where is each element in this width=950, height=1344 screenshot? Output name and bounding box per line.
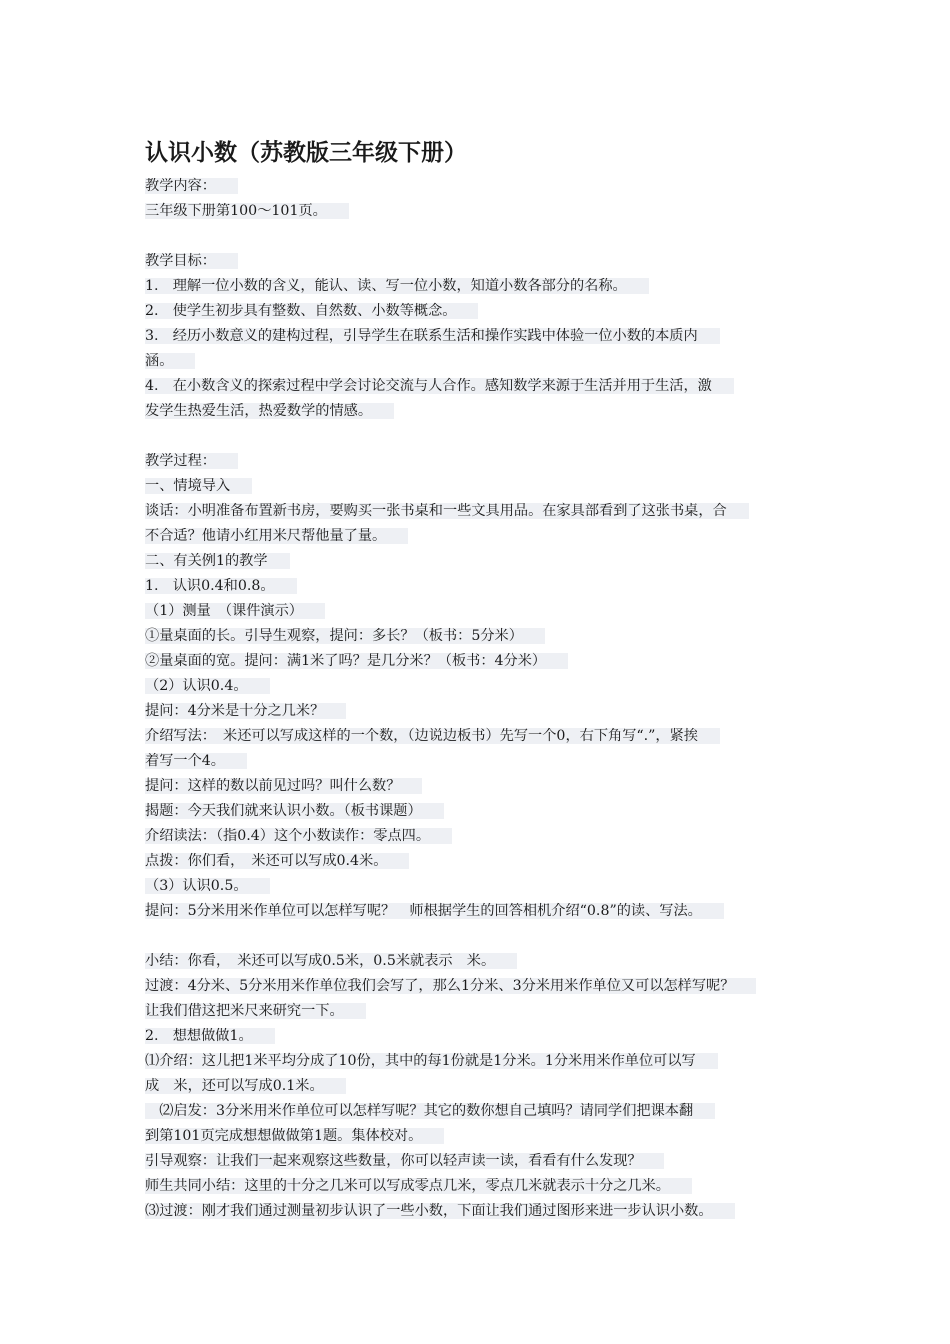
text-line-content: 过渡：4分米、5分米用米作单位我们会写了，那么1分米、3分米用米作单位又可以怎样写呢？ xyxy=(145,978,756,994)
blank-line xyxy=(145,424,825,449)
text-line xyxy=(145,624,825,649)
text-line-content: 揭题：今天我们就来认识小数。（板书课题） xyxy=(145,803,444,819)
text-line xyxy=(145,1199,825,1224)
text-line xyxy=(145,799,825,824)
text-line-content: 二、有关例1的教学 xyxy=(145,553,290,569)
text-line-content: 教学目标： xyxy=(145,253,238,269)
text-line-content: ②量桌面的宽。提问：满1米了吗？是几分米？（板书：4分米） xyxy=(145,653,568,669)
text-line-content: 让我们借这把米尺来研究一下。 xyxy=(145,1003,366,1019)
text-line xyxy=(145,974,825,999)
text-line xyxy=(145,749,825,774)
text-line-content: 成 米，还可以写成0.1米。 xyxy=(145,1078,346,1094)
text-line-content: 1. 理解一位小数的含义，能认、读、写一位小数，知道小数各部分的名称。 xyxy=(145,278,649,294)
text-line xyxy=(145,1099,825,1124)
document-title: 认识小数（苏教版三年级下册） xyxy=(145,140,467,166)
text-line-content: 小结：你看， 米还可以写成0.5米，0.5米就表示 米。 xyxy=(145,953,517,969)
text-line xyxy=(145,474,825,499)
text-line-content: 1. 认识0.4和0.8。 xyxy=(145,578,297,594)
text-line xyxy=(145,874,825,899)
text-line-content: ⑴介绍：这儿把1米平均分成了10份，其中的每1份就是1分米。1分米用米作单位可以写 xyxy=(145,1053,718,1069)
text-line xyxy=(145,949,825,974)
text-line-content: 着写一个4。 xyxy=(145,753,247,769)
text-line-content: ⑵启发：3分米用米作单位可以怎样写呢？其它的数你想自己填吗？请同学们把课本翻 xyxy=(145,1103,715,1119)
text-line-content: ①量桌面的长。引导生观察，提问：多长？（板书：5分米） xyxy=(145,628,545,644)
text-line xyxy=(145,1024,825,1049)
text-line xyxy=(145,299,825,324)
text-line xyxy=(145,674,825,699)
text-line xyxy=(145,549,825,574)
text-line-content: 3. 经历小数意义的建构过程，引导学生在联系生活和操作实践中体验一位小数的本质内 xyxy=(145,328,720,344)
text-line xyxy=(145,374,825,399)
text-line xyxy=(145,849,825,874)
text-line xyxy=(145,1124,825,1149)
text-line-content: （2）认识0.4。 xyxy=(145,678,270,694)
text-line-content: 发学生热爱生活，热爱数学的情感。 xyxy=(145,403,394,419)
text-line xyxy=(145,1074,825,1099)
text-line-content: 三年级下册第100～101页。 xyxy=(145,203,349,219)
text-line-content: 提问：4分米是十分之几米？ xyxy=(145,703,346,719)
text-line-content: （1）测量 （课件演示） xyxy=(145,603,325,619)
text-line-content: 4. 在小数含义的探索过程中学会讨论交流与人合作。感知数学来源于生活并用于生活，激 xyxy=(145,378,734,394)
text-line xyxy=(145,349,825,374)
text-line xyxy=(145,499,825,524)
text-line xyxy=(145,649,825,674)
blank-line xyxy=(145,924,825,949)
text-line xyxy=(145,824,825,849)
text-line-content: 教学内容： xyxy=(145,178,238,194)
text-line-content: 涵。 xyxy=(145,353,195,369)
text-line-content: ⑶过渡：刚才我们通过测量初步认识了一些小数，下面让我们通过图形来进一步认识小数。 xyxy=(145,1203,735,1219)
text-line-content: 谈话：小明准备布置新书房，要购买一张书桌和一些文具用品。在家具部看到了这张书桌，合 xyxy=(145,503,749,519)
text-line xyxy=(145,574,825,599)
text-line-content: 教学过程： xyxy=(145,453,238,469)
text-line-content: 2. 使学生初步具有整数、自然数、小数等概念。 xyxy=(145,303,478,319)
text-line-content: 介绍读法：（指0.4）这个小数读作：零点四。 xyxy=(145,828,452,844)
text-line xyxy=(145,774,825,799)
text-line xyxy=(145,249,825,274)
text-line-content: 介绍写法： 米还可以写成这样的一个数，（边说边板书）先写一个0，右下角写“.”，紧挨 xyxy=(145,728,720,744)
text-line xyxy=(145,1049,825,1074)
text-line-content: 引导观察：让我们一起来观察这些数量，你可以轻声读一读，看看有什么发现？ xyxy=(145,1153,664,1169)
text-line-content: 到第101页完成想想做做第1题。集体校对。 xyxy=(145,1128,444,1144)
text-line xyxy=(145,699,825,724)
text-line xyxy=(145,899,825,924)
document-body xyxy=(145,174,825,1224)
text-line-content: 不合适？他请小红用米尺帮他量了量。 xyxy=(145,528,408,544)
text-line xyxy=(145,399,825,424)
blank-line xyxy=(145,224,825,249)
text-line-content: （3）认识0.5。 xyxy=(145,878,270,894)
text-line xyxy=(145,274,825,299)
text-line xyxy=(145,599,825,624)
text-line-content: 提问：这样的数以前见过吗？叫什么数？ xyxy=(145,778,422,794)
text-line xyxy=(145,449,825,474)
text-line-content: 师生共同小结：这里的十分之几米可以写成零点几米，零点几米就表示十分之几米。 xyxy=(145,1178,692,1194)
text-line-content: 点拨：你们看， 米还可以写成0.4米。 xyxy=(145,853,409,869)
text-line xyxy=(145,1174,825,1199)
text-line xyxy=(145,1149,825,1174)
text-line xyxy=(145,724,825,749)
text-line xyxy=(145,524,825,549)
text-line xyxy=(145,199,825,224)
text-line xyxy=(145,999,825,1024)
text-line xyxy=(145,174,825,199)
text-line xyxy=(145,324,825,349)
text-line-content: 一、情境导入 xyxy=(145,478,252,494)
text-line-content: 2. 想想做做1。 xyxy=(145,1028,275,1044)
text-line-content: 提问：5分米用米作单位可以怎样写呢？ 师根据学生的回答相机介绍“0.8”的读、写法。 xyxy=(145,903,724,919)
